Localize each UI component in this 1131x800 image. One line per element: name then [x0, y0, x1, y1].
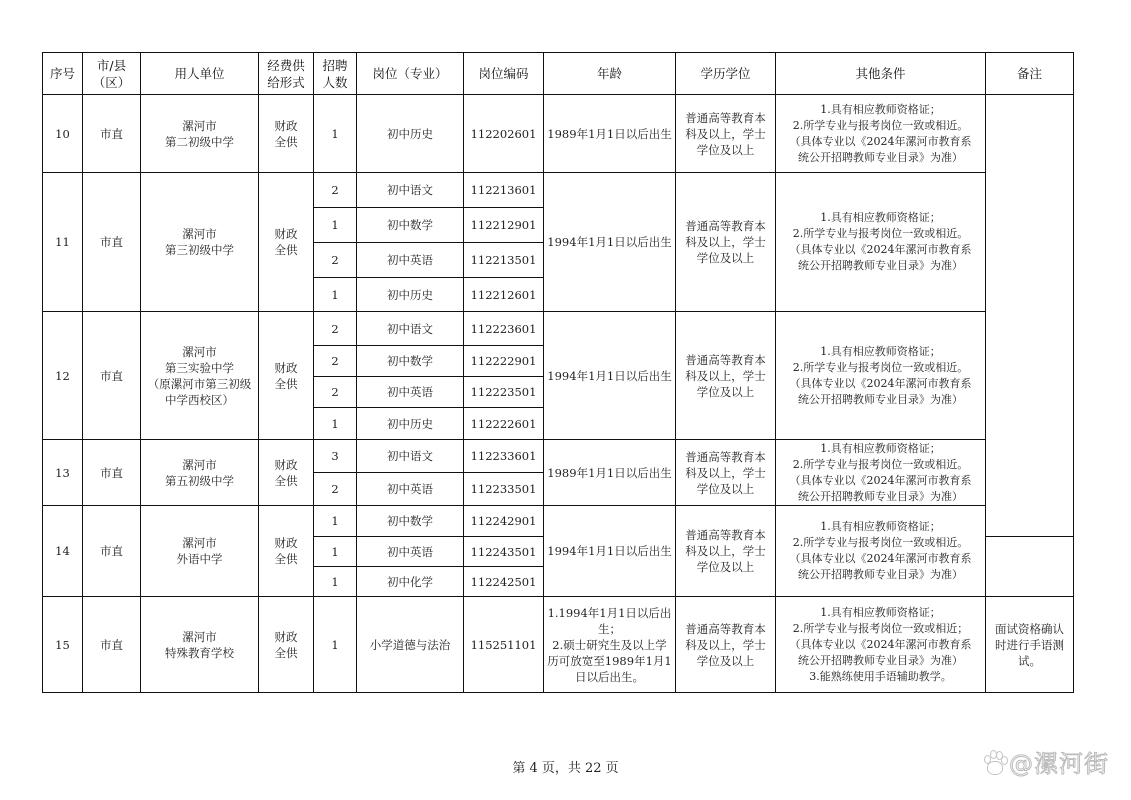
header-count: 招聘 人数 [314, 53, 357, 95]
row-position: 初中数学 [357, 506, 464, 537]
row-count: 1 [314, 506, 357, 537]
row-age: 1994年1月1日以后出生 [544, 173, 676, 312]
row-conditions: 1.具有相应教师资格证； 2.所学专业与报考岗位一致或相近。 （具体专业以《2024年漯河市教育系 统公开招聘教师专业目录》为准） [776, 312, 986, 440]
row-code: 112222901 [464, 346, 544, 377]
row-code: 112222601 [464, 408, 544, 440]
row-count: 3 [314, 440, 357, 473]
row-count: 1 [314, 408, 357, 440]
row-code: 112223501 [464, 377, 544, 408]
row-unit: 漯河市 第二初级中学 [141, 95, 259, 173]
row-age: 1994年1月1日以后出生 [544, 506, 676, 597]
header-unit: 用人单位 [141, 53, 259, 95]
row-position: 初中语文 [357, 312, 464, 346]
row-county: 市直 [83, 173, 141, 312]
row-position: 小学道德与法治 [357, 597, 464, 693]
header-code: 岗位编码 [464, 53, 544, 95]
row-unit: 漯河市 特殊教育学校 [141, 597, 259, 693]
row-funding: 财政 全供 [259, 95, 314, 173]
table-row [43, 312, 1074, 346]
row-county: 市直 [83, 440, 141, 506]
row-no: 14 [43, 506, 83, 597]
table-row [43, 173, 1074, 208]
header-age: 年龄 [544, 53, 676, 95]
row-code: 112233501 [464, 473, 544, 506]
row-count: 1 [314, 95, 357, 173]
row-position: 初中历史 [357, 408, 464, 440]
row-notes-merged [986, 95, 1074, 537]
row-funding: 财政 全供 [259, 597, 314, 693]
row-count: 2 [314, 243, 357, 278]
row-code: 112212901 [464, 208, 544, 243]
row-count: 2 [314, 473, 357, 506]
header-no: 序号 [43, 53, 83, 95]
row-position: 初中英语 [357, 243, 464, 278]
row-position: 初中英语 [357, 377, 464, 408]
row-degree: 普通高等教育本 科及以上，学士 学位及以上 [676, 440, 776, 506]
row-position: 初中语文 [357, 440, 464, 473]
row-conditions: 1.具有相应教师资格证； 2.所学专业与报考岗位一致或相近。 （具体专业以《2024年漯河市教育系 统公开招聘教师专业目录》为准） [776, 440, 986, 506]
row-degree: 普通高等教育本 科及以上，学士 学位及以上 [676, 312, 776, 440]
watermark-text: @漯河街 [1009, 750, 1109, 778]
row-position: 初中语文 [357, 173, 464, 208]
header-funding: 经费供 给形式 [259, 53, 314, 95]
row-count: 2 [314, 346, 357, 377]
row-county: 市直 [83, 597, 141, 693]
row-code: 112213501 [464, 243, 544, 278]
table-row [43, 95, 1074, 173]
row-code: 112233601 [464, 440, 544, 473]
header-position: 岗位（专业） [357, 53, 464, 95]
recruitment-table [42, 52, 1074, 693]
row-position: 初中数学 [357, 346, 464, 377]
row-notes: 面试资格确认 时进行手语测 试。 [986, 597, 1074, 693]
row-count: 2 [314, 377, 357, 408]
row-no: 12 [43, 312, 83, 440]
row-unit: 漯河市 外语中学 [141, 506, 259, 597]
table-row [43, 506, 1074, 537]
row-code: 112242901 [464, 506, 544, 537]
row-unit: 漯河市 第五初级中学 [141, 440, 259, 506]
header-row [43, 53, 1074, 95]
row-code: 112223601 [464, 312, 544, 346]
row-county: 市直 [83, 312, 141, 440]
row-code: 112243501 [464, 537, 544, 567]
header-conditions: 其他条件 [776, 53, 986, 95]
row-conditions: 1.具有相应教师资格证； 2.所学专业与报考岗位一致或相近。 （具体专业以《2024年漯河市教育系 统公开招聘教师专业目录》为准） [776, 173, 986, 312]
row-position: 初中英语 [357, 473, 464, 506]
row-county: 市直 [83, 506, 141, 597]
row-position: 初中历史 [357, 95, 464, 173]
row-code: 112212601 [464, 278, 544, 312]
row-funding: 财政 全供 [259, 173, 314, 312]
row-county: 市直 [83, 95, 141, 173]
row-degree: 普通高等教育本 科及以上，学士 学位及以上 [676, 173, 776, 312]
row-position: 初中数学 [357, 208, 464, 243]
row-no: 11 [43, 173, 83, 312]
row-age: 1989年1月1日以后出生 [544, 440, 676, 506]
row-code: 112213601 [464, 173, 544, 208]
row-age: 1989年1月1日以后出生 [544, 95, 676, 173]
row-no: 10 [43, 95, 83, 173]
table-row [43, 597, 1074, 693]
row-count: 1 [314, 567, 357, 597]
header-county: 市/县 （区） [83, 53, 141, 95]
row-code: 112202601 [464, 95, 544, 173]
row-funding: 财政 全供 [259, 440, 314, 506]
row-degree: 普通高等教育本 科及以上，学士 学位及以上 [676, 95, 776, 173]
row-count: 1 [314, 597, 357, 693]
row-no: 15 [43, 597, 83, 693]
row-age: 1994年1月1日以后出生 [544, 312, 676, 440]
row-position: 初中英语 [357, 537, 464, 567]
row-position: 初中历史 [357, 278, 464, 312]
row-degree: 普通高等教育本 科及以上，学士 学位及以上 [676, 506, 776, 597]
row-conditions: 1.具有相应教师资格证； 2.所学专业与报考岗位一致或相近； （具体专业以《2024年漯河市教育系 统公开招聘教师专业目录》为准） 3.能熟练使用手语辅助教学。 [776, 597, 986, 693]
row-age: 1.1994年1月1日以后出 生； 2.硕士研究生及以上学 历可放宽至1989年1月1 日以后出生。 [544, 597, 676, 693]
row-funding: 财政 全供 [259, 312, 314, 440]
row-count: 2 [314, 312, 357, 346]
row-code: 112242501 [464, 567, 544, 597]
header-degree: 学历学位 [676, 53, 776, 95]
row-funding: 财政 全供 [259, 506, 314, 597]
table-row [43, 440, 1074, 473]
row-count: 2 [314, 173, 357, 208]
row-degree: 普通高等教育本 科及以上，学士 学位及以上 [676, 597, 776, 693]
row-count: 1 [314, 537, 357, 567]
page-number: 第 4 页，共 22 页 [512, 761, 619, 776]
watermark [981, 744, 1109, 779]
row-count: 1 [314, 208, 357, 243]
row-code: 115251101 [464, 597, 544, 693]
row-no: 13 [43, 440, 83, 506]
header-notes: 备注 [986, 53, 1074, 95]
row-conditions: 1.具有相应教师资格证； 2.所学专业与报考岗位一致或相近。 （具体专业以《2024年漯河市教育系 统公开招聘教师专业目录》为准） [776, 95, 986, 173]
row-conditions: 1.具有相应教师资格证； 2.所学专业与报考岗位一致或相近。 （具体专业以《2024年漯河市教育系 统公开招聘教师专业目录》为准） [776, 506, 986, 597]
row-unit: 漯河市 第三初级中学 [141, 173, 259, 312]
row-position: 初中化学 [357, 567, 464, 597]
row-unit: 漯河市 第三实验中学 （原漯河市第三初级 中学西校区） [141, 312, 259, 440]
baidu-paw-icon [981, 749, 1007, 775]
row-count: 1 [314, 278, 357, 312]
